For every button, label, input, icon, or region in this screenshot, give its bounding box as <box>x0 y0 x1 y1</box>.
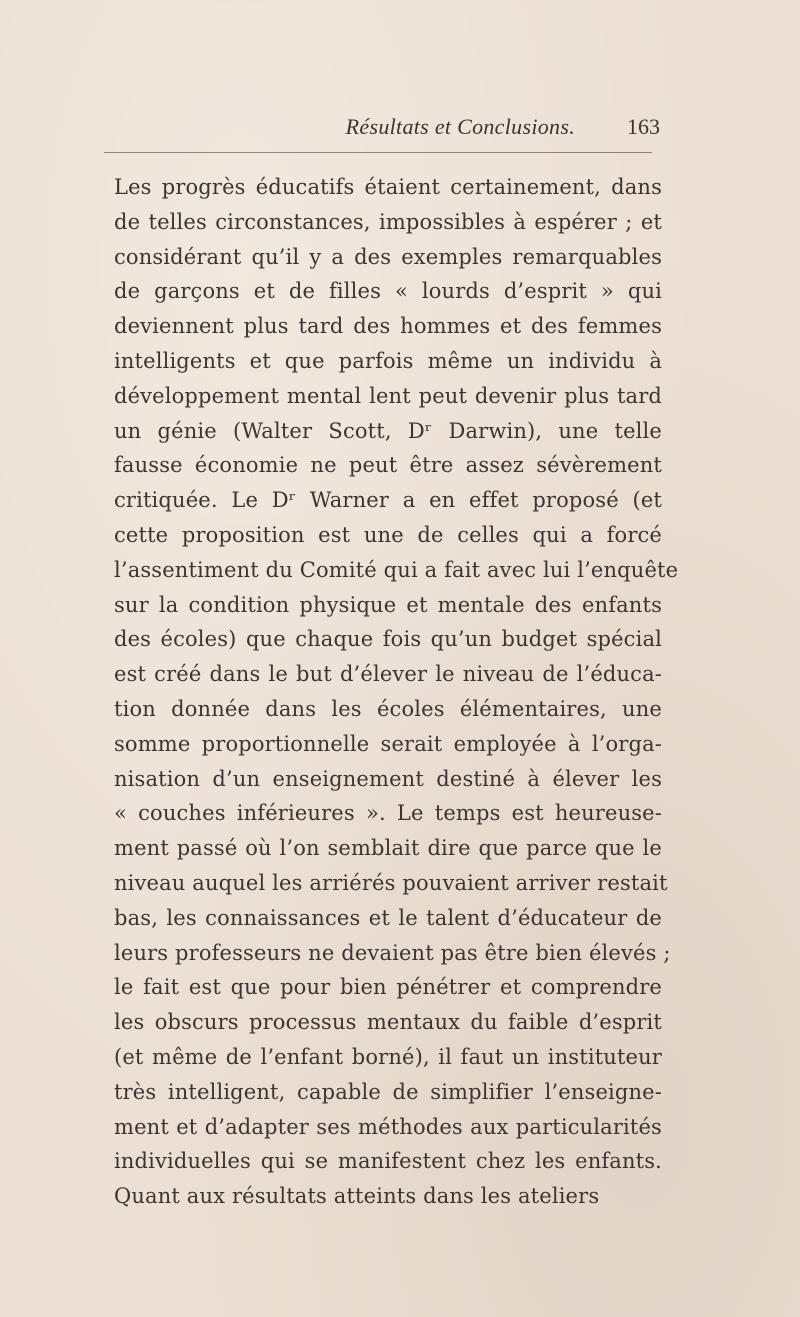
text-line: ment passé où l’on semblait dire que parce que le <box>114 836 662 861</box>
text-line: très intelligent, capable de simplifier l’enseigne- <box>114 1079 662 1104</box>
running-title: Résultats et Conclusions. <box>345 114 575 139</box>
text-line: deviennent plus tard des hommes et des femmes <box>114 314 662 339</box>
text-line: somme proportionnelle serait employée à l’orga- <box>114 731 662 756</box>
text-line: de telles circonstances, impossibles à espérer ; et <box>114 209 662 234</box>
text-line: bas, les connaissances et le talent d’éducateur de <box>114 905 662 930</box>
text-line: l’assentiment du Comité qui a fait avec lui l’enquête <box>114 557 679 582</box>
text-line: des écoles) que chaque fois qu’un budget spécial <box>114 627 662 652</box>
text-line: fausse économie ne peut être assez sévèrement <box>114 453 662 478</box>
text-line: « couches inférieures ». Le temps est heureuse- <box>114 801 662 826</box>
text-line: Les progrès éducatifs étaient certainement, dans <box>114 175 662 199</box>
text-line: développement mental lent peut devenir plus tard <box>114 383 662 408</box>
text-line: Quant aux résultats atteints dans les ateliers <box>114 1184 600 1209</box>
text-line: leurs professeurs ne devaient pas être bien élevés ; <box>114 940 671 965</box>
body-text <box>114 170 679 1214</box>
text-line: sur la condition physique et mentale des enfants <box>114 592 662 617</box>
text-line: cette proposition est une de celles qui a forcé <box>114 522 662 547</box>
text-line: un génie (Walter Scott, Dʳ Darwin), une telle <box>114 418 662 443</box>
text-line: tion donnée dans les écoles élémentaires, une <box>114 696 662 721</box>
text-line: (et même de l’enfant borné), il faut un instituteur <box>114 1044 662 1069</box>
text-line: considérant qu’il y a des exemples remarquables <box>114 244 662 269</box>
text-line: les obscurs processus mentaux du faible d’esprit <box>114 1010 662 1035</box>
text-line: critiquée. Le Dʳ Warner a en effet proposé (et <box>114 488 662 513</box>
text-line: le fait est que pour bien pénétrer et comprendre <box>114 975 662 1000</box>
text-line: intelligents et que parfois même un individu à <box>114 348 662 373</box>
page-header <box>100 114 660 148</box>
text-line: niveau auquel les arriérés pouvaient arriver restait <box>114 870 668 895</box>
text-line: ment et d’adapter ses méthodes aux particularités <box>114 1114 662 1139</box>
text-line: individuelles qui se manifestent chez les enfants. <box>114 1149 662 1174</box>
text-line: de garçons et de filles « lourds d’esprit » qui <box>114 279 662 304</box>
header-rule <box>104 152 652 153</box>
text-line: nisation d’un enseignement destiné à élever les <box>114 766 662 791</box>
text-line: est créé dans le but d’élever le niveau de l’éduca- <box>114 662 662 687</box>
page-number: 163 <box>627 114 660 139</box>
